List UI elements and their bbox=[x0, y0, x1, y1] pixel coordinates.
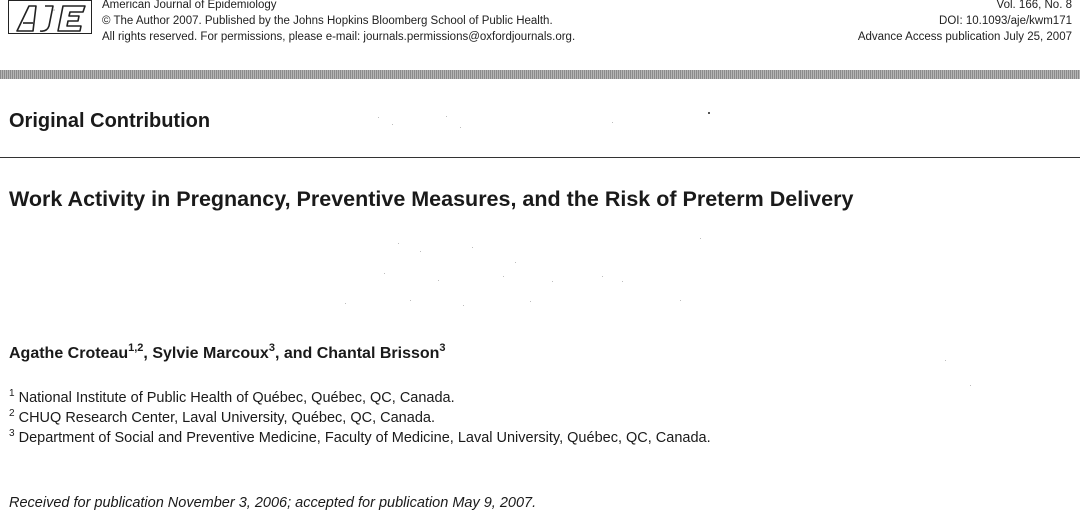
affiliation-list bbox=[9, 388, 711, 448]
volume-issue: Vol. 166, No. 8 bbox=[996, 0, 1072, 11]
affiliation-item bbox=[9, 408, 711, 428]
affiliation-item bbox=[9, 428, 711, 448]
author-affil-ref: 1,2 bbox=[128, 341, 144, 354]
affiliation-text: National Institute of Public Health of Québec, Québec, QC, Canada. bbox=[14, 390, 455, 406]
section-label: Original Contribution bbox=[9, 110, 211, 132]
affiliation-text: Department of Social and Preventive Medicine, Faculty of Medicine, Laval University, Québec, QC, Canada. bbox=[14, 430, 711, 446]
affiliation-item bbox=[9, 388, 711, 408]
article-title: Work Activity in Pregnancy, Preventive Measures, and the Risk of Preterm Delivery bbox=[9, 187, 854, 211]
journal-header bbox=[0, 0, 1080, 72]
journal-name: American Journal of Epidemiology bbox=[102, 0, 277, 11]
author-separator: , and bbox=[274, 345, 317, 362]
author-name: Sylvie Marcoux bbox=[152, 345, 269, 362]
header-left-block bbox=[102, 0, 575, 45]
author-affil-ref: 3 bbox=[439, 341, 446, 354]
received-dates: Received for publication November 3, 2006; accepted for publication May 9, 2007. bbox=[9, 495, 537, 511]
author-name: Agathe Croteau bbox=[9, 345, 129, 362]
advance-access-date: Advance Access publication July 25, 2007 bbox=[857, 31, 1072, 43]
affiliation-number: 2 bbox=[9, 408, 15, 420]
author-separator: , bbox=[143, 345, 153, 362]
aje-logo-icon bbox=[9, 1, 93, 35]
author-affil-ref: 3 bbox=[268, 341, 275, 354]
affiliation-number: 1 bbox=[9, 388, 15, 400]
rights-line: All rights reserved. For permissions, please e-mail: journals.permissions@oxfordjournals.org. bbox=[102, 31, 576, 43]
journal-logo bbox=[8, 0, 92, 34]
author-list bbox=[9, 341, 446, 363]
author-name: Chantal Brisson bbox=[316, 345, 440, 362]
affiliation-number: 3 bbox=[9, 428, 15, 440]
doi: DOI: 10.1093/aje/kwm171 bbox=[939, 15, 1072, 27]
section-rule bbox=[0, 157, 1080, 158]
copyright-line: © The Author 2007. Published by the Johns Hopkins Bloomberg School of Public Health. bbox=[102, 15, 553, 27]
header-band bbox=[0, 70, 1080, 79]
affiliation-text: CHUQ Research Center, Laval University, Québec, QC, Canada. bbox=[14, 410, 435, 426]
header-right-block bbox=[858, 0, 1072, 45]
